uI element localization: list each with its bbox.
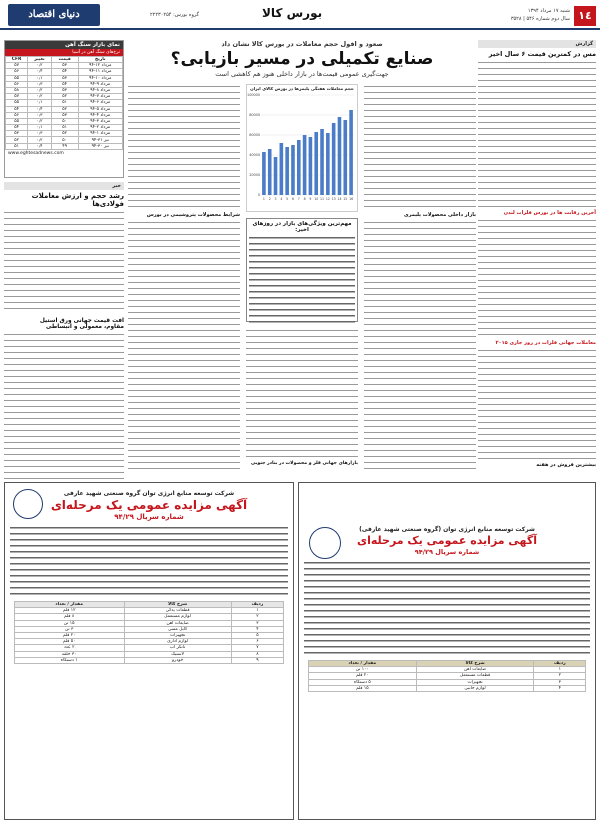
- table-cell: ۵۱: [51, 100, 78, 106]
- table-cell: ۱: [231, 608, 284, 614]
- chart-x-tick: 10: [314, 197, 319, 201]
- ad-org: شرکت توسعه منابع انرژی توان گروه صنعتی شهید عارفی: [63, 490, 235, 497]
- table-cell: ۹: [231, 657, 284, 663]
- highlight-box-body: [249, 235, 355, 323]
- auction-ad-left: [4, 482, 294, 820]
- table-cell: مرداد ۴-۹۴: [78, 112, 122, 118]
- table-cell: ۵۱: [6, 143, 28, 149]
- table-cell: ۶: [231, 639, 284, 645]
- story-deck: جهت‌گیری عمومی قیمت‌ها در بازار داخلی هنوز هم کاهشی است: [215, 70, 389, 78]
- chart-y-tick: 80000: [249, 113, 260, 118]
- table-cell: ۲: [534, 673, 586, 679]
- table-header-cell: تاریخ: [78, 57, 122, 63]
- price-table-title: نمای بازار سنگ آهن: [5, 41, 123, 49]
- table-cell: ۴۹: [51, 143, 78, 149]
- chart-bar: [297, 140, 301, 195]
- table-cell: ۰٫۳: [28, 131, 52, 137]
- table-cell: ۸ قلم: [14, 614, 124, 620]
- chart-bar: [326, 133, 330, 195]
- chart-x-tick: 8: [303, 197, 306, 201]
- chart-bar: [343, 120, 347, 195]
- ad-items-table-right: [308, 660, 586, 692]
- table-cell: ۵۶: [6, 112, 28, 118]
- table-cell: ۳۰ حلقه: [14, 651, 124, 657]
- masthead: [0, 0, 600, 30]
- side-news: [4, 182, 124, 475]
- column-body-2: [478, 218, 596, 338]
- table-cell: ۴: [231, 626, 284, 632]
- table-cell: ۵۰: [51, 137, 78, 143]
- column-headline: مس در کمترین قیمت ۶ سال اخیر: [488, 50, 596, 58]
- chart-x-tick: 9: [309, 197, 312, 201]
- phone-info: گروه بورس: ۲۲۲۳۰۲۵۴: [150, 12, 200, 18]
- column-subhead-2: معاملات جهانی فلزات در روز جاری ۲۰۱۵: [495, 340, 596, 346]
- chart-x-tick: 11: [320, 197, 325, 201]
- chart-x-tick: 7: [297, 197, 300, 201]
- ad-body-right: [304, 560, 590, 656]
- table-cell: ۵۲: [51, 106, 78, 112]
- chart-y-tick: 40000: [249, 153, 260, 158]
- table-cell: ۲۰ قلم: [308, 673, 416, 679]
- chart-bar: [268, 149, 272, 195]
- table-cell: ۰٫۱: [28, 75, 52, 81]
- table-cell: ۵۴: [6, 106, 28, 112]
- story-body-col1b: [364, 220, 476, 470]
- table-cell: ۵۳: [51, 63, 78, 69]
- table-cell: مرداد ۵-۹۴: [78, 106, 122, 112]
- table-cell: ۱۵ قلم: [308, 685, 416, 691]
- table-cell: ۵۶: [6, 81, 28, 87]
- table-cell: ۱۵ تن: [14, 620, 124, 626]
- chart-x-tick: 5: [286, 197, 289, 201]
- ad-body: [10, 525, 288, 597]
- chart-x-tick: 6: [291, 197, 294, 201]
- side-news-headline: رشد حجم و ارزش معاملات فولادی‌ها: [31, 192, 124, 208]
- table-cell: کابل مسی: [124, 626, 231, 632]
- table-header-cell: CFR: [6, 57, 28, 63]
- main-story: [128, 40, 476, 475]
- ad-title-right: آگهی مزایده عمومی یک مرحله‌ای: [357, 534, 537, 547]
- chart-bar: [349, 110, 353, 195]
- table-cell: مرداد ۱-۹۴: [78, 131, 122, 137]
- side-news-body-2: [4, 332, 124, 482]
- issue-info: شنبه ۱۷ مرداد ۱۳۹۴: [527, 8, 570, 14]
- chart-bar: [314, 132, 318, 195]
- table-header-cell: مقدار / تعداد: [308, 661, 416, 667]
- chart-title: حجم معاملات هفتگی پلیمرها در بورس کالای ایران: [250, 86, 354, 91]
- chart-x-tick: 2: [268, 197, 271, 201]
- section-title: بورس کالا: [262, 6, 323, 20]
- chart-bar: [309, 137, 313, 195]
- table-cell: ۵۲: [6, 137, 28, 143]
- table-cell: ۵۵: [6, 75, 28, 81]
- table-cell: ۵۶: [6, 69, 28, 75]
- table-cell: ۰٫۴: [28, 106, 52, 112]
- table-cell: مرداد ۳-۹۴: [78, 118, 122, 124]
- table-cell: خودرو: [124, 657, 231, 663]
- auction-ad-right: [298, 482, 596, 820]
- table-cell: ۵۲: [51, 94, 78, 100]
- table-cell: تجهیزات: [416, 679, 534, 685]
- ad-logo: [13, 489, 43, 519]
- table-cell: ۵۲: [51, 131, 78, 137]
- table-cell: لوازم مستعمل: [124, 614, 231, 620]
- table-header-cell: ردیف: [231, 602, 284, 608]
- table-cell: ۵: [231, 632, 284, 638]
- table-cell: ۵ دستگاه: [308, 679, 416, 685]
- chart-x-tick: 13: [331, 197, 336, 201]
- table-cell: مرداد ۱۱-۹۴: [78, 69, 122, 75]
- table-row: [14, 657, 284, 663]
- highlight-box-title: مهم‌ترین ویژگی‌های بازار در روزهای اخیر:: [252, 221, 352, 233]
- table-header-cell: شرح کالا: [124, 602, 231, 608]
- highlight-box: [246, 218, 358, 322]
- column-footer: بیشترین فروش در هفته: [536, 462, 596, 468]
- column-body: [478, 60, 596, 208]
- chart-bar: [280, 143, 284, 195]
- ad-serial: شماره سریال ۹۴/۲۹: [114, 513, 184, 521]
- story-body-col2: [246, 328, 358, 458]
- table-cell: ضایعات آهن: [416, 667, 534, 673]
- chart-x-tick: 16: [349, 197, 354, 201]
- table-cell: مرداد ۹-۹۴: [78, 81, 122, 87]
- side-column: [478, 40, 596, 475]
- newspaper-logo: دنیای اقتصاد: [8, 4, 100, 26]
- price-table-source: www.eghtesadnews.com: [8, 150, 64, 156]
- chart-bar: [332, 123, 336, 195]
- table-cell: ۰٫۲: [28, 94, 52, 100]
- chart-x-tick: 4: [280, 197, 283, 201]
- chart-bar: [303, 135, 307, 195]
- table-cell: ۰٫۱: [28, 100, 52, 106]
- table-cell: تیر ۳۱-۹۴: [78, 137, 122, 143]
- chart-canvas: [247, 91, 357, 209]
- table-cell: ۰٫۴: [28, 143, 52, 149]
- table-cell: ضایعات آهن: [124, 620, 231, 626]
- table-cell: ۵۴: [6, 125, 28, 131]
- table-header-cell: ردیف: [534, 661, 586, 667]
- column-subhead: آخرین رقابت ها در بورس فلزات لندن: [503, 210, 596, 216]
- story-kicker: صعود و افول حجم معاملات در بورس کالا نشان داد: [221, 40, 383, 48]
- table-cell: ۰٫۲: [28, 118, 52, 124]
- table-cell: مرداد ۲-۹۴: [78, 125, 122, 131]
- table-cell: ۲۰ قلم: [14, 632, 124, 638]
- table-cell: لوازم جانبی: [416, 685, 534, 691]
- table-cell: ۵۳: [51, 112, 78, 118]
- table-cell: ۵۷: [6, 94, 28, 100]
- chart-bar: [262, 152, 266, 195]
- table-cell: ۰٫۱: [28, 125, 52, 131]
- table-cell: ۰٫۳: [28, 112, 52, 118]
- story-headline: صنایع تکمیلی در مسیر بازیابی؟: [170, 49, 434, 69]
- table-cell: مرداد ۸-۹۴: [78, 87, 122, 93]
- table-cell: لوازم اداری: [124, 639, 231, 645]
- table-cell: ۱: [534, 667, 586, 673]
- table-cell: ۱ دستگاه: [14, 657, 124, 663]
- table-cell: ۵۰: [51, 118, 78, 124]
- ad-logo-right: [309, 527, 341, 559]
- table-cell: تیر ۳۰-۹۴: [78, 143, 122, 149]
- chart-y-tick: 60000: [249, 133, 260, 138]
- bar-chart: [246, 84, 358, 212]
- issue-info-secondary: سال دوم شماره ۵۴۶ | ۳۵۲۸: [510, 16, 570, 22]
- story-body-col1: [364, 84, 476, 208]
- table-cell: مرداد ۷-۹۴: [78, 94, 122, 100]
- table-header-cell: مقدار / تعداد: [14, 602, 124, 608]
- table-header-cell: تغییر: [28, 57, 52, 63]
- price-table-subtitle: نرخ‌های سنگ آهن در آسیا: [5, 49, 123, 56]
- story-subhead-petrochem: شرایط محصولات پتروشیمی در بورس: [146, 212, 240, 218]
- table-cell: تجهیزات: [124, 632, 231, 638]
- table-cell: مرداد ۱۲-۹۴: [78, 63, 122, 69]
- table-row: [308, 685, 585, 691]
- table-cell: ۰٫۴: [28, 69, 52, 75]
- side-news-body: [4, 210, 124, 314]
- table-cell: لاستیک: [124, 651, 231, 657]
- table-cell: تانکر آب: [124, 645, 231, 651]
- table-cell: ۷: [231, 645, 284, 651]
- chart-y-tick: 100000: [247, 93, 260, 98]
- story-subhead-global: بازارهای جهانی فلز و محصولات در بنادر جنوبی: [250, 461, 358, 466]
- table-cell: ۳: [231, 620, 284, 626]
- ad-items-table: [14, 601, 285, 664]
- price-table-box: [4, 40, 124, 178]
- side-news-headline-2: افت قیمت جهانی ورق استیل: [39, 318, 124, 324]
- page-number-badge: ١٤: [574, 6, 596, 26]
- story-body-col3b: [128, 220, 240, 470]
- chart-y-tick: 20000: [249, 173, 260, 178]
- chart-y-tick: 0: [257, 193, 260, 198]
- chart-x-tick: 3: [274, 197, 277, 201]
- table-cell: قطعات مستعمل: [416, 673, 534, 679]
- side-news-headline-3: مقاوم، معمولی و انبساطی: [45, 324, 124, 330]
- table-cell: ۵۴: [51, 81, 78, 87]
- table-cell: ۵۷: [6, 63, 28, 69]
- table-cell: مرداد ۶-۹۴: [78, 100, 122, 106]
- table-header-cell: قیمت: [51, 57, 78, 63]
- table-cell: ۰٫۳: [28, 81, 52, 87]
- table-cell: ۰٫۲: [28, 87, 52, 93]
- side-news-label: خبر: [4, 182, 124, 190]
- table-cell: ۵۱: [51, 125, 78, 131]
- table-cell: ۲: [231, 614, 284, 620]
- table-cell: ۵۳: [51, 75, 78, 81]
- chart-bar: [338, 117, 342, 195]
- table-cell: ۵۴: [51, 69, 78, 75]
- chart-bar: [320, 129, 324, 195]
- chart-bar: [274, 157, 278, 195]
- table-cell: ۵۳: [51, 87, 78, 93]
- table-cell: مرداد ۱۰-۹۴: [78, 75, 122, 81]
- chart-bar: [285, 147, 289, 195]
- column-body-3: [478, 348, 596, 460]
- table-cell: ۲ عدد: [14, 645, 124, 651]
- table-row: [6, 143, 123, 149]
- table-cell: ۰٫۲: [28, 63, 52, 69]
- column-label: گزارش: [478, 40, 596, 48]
- table-cell: ۳: [534, 679, 586, 685]
- table-cell: ۱۰۰ تن: [308, 667, 416, 673]
- ad-title: آگهی مزایده عمومی یک مرحله‌ای: [50, 498, 248, 512]
- table-cell: ۱۲ قلم: [14, 608, 124, 614]
- ad-serial-right: شماره سریال ۹۴/۲۹: [414, 548, 480, 556]
- story-body-col3: [128, 84, 240, 208]
- chart-x-tick: 15: [343, 197, 348, 201]
- table-cell: ۵۰ قلم: [14, 639, 124, 645]
- chart-x-tick: 12: [325, 197, 330, 201]
- table-cell: ۵۵: [6, 118, 28, 124]
- table-cell: ۸: [231, 651, 284, 657]
- story-subhead-polymer: بازار داخلی محصولات پلیمری: [404, 212, 476, 218]
- chart-x-tick: 1: [262, 197, 265, 201]
- ad-org-right: شرکت توسعه منابع انرژی توان (گروه صنعتی شهید عارفی): [359, 526, 535, 533]
- table-cell: ۳ تن: [14, 626, 124, 632]
- table-header-cell: شرح کالا: [416, 661, 534, 667]
- table-cell: قطعات یدکی: [124, 608, 231, 614]
- chart-x-tick: 14: [337, 197, 342, 201]
- table-cell: ۴: [534, 685, 586, 691]
- table-cell: ۵۳: [6, 131, 28, 137]
- table-cell: ۵۸: [6, 87, 28, 93]
- table-cell: ۰٫۲: [28, 137, 52, 143]
- chart-bar: [291, 145, 295, 195]
- price-table: [5, 56, 123, 150]
- table-cell: ۵۵: [6, 100, 28, 106]
